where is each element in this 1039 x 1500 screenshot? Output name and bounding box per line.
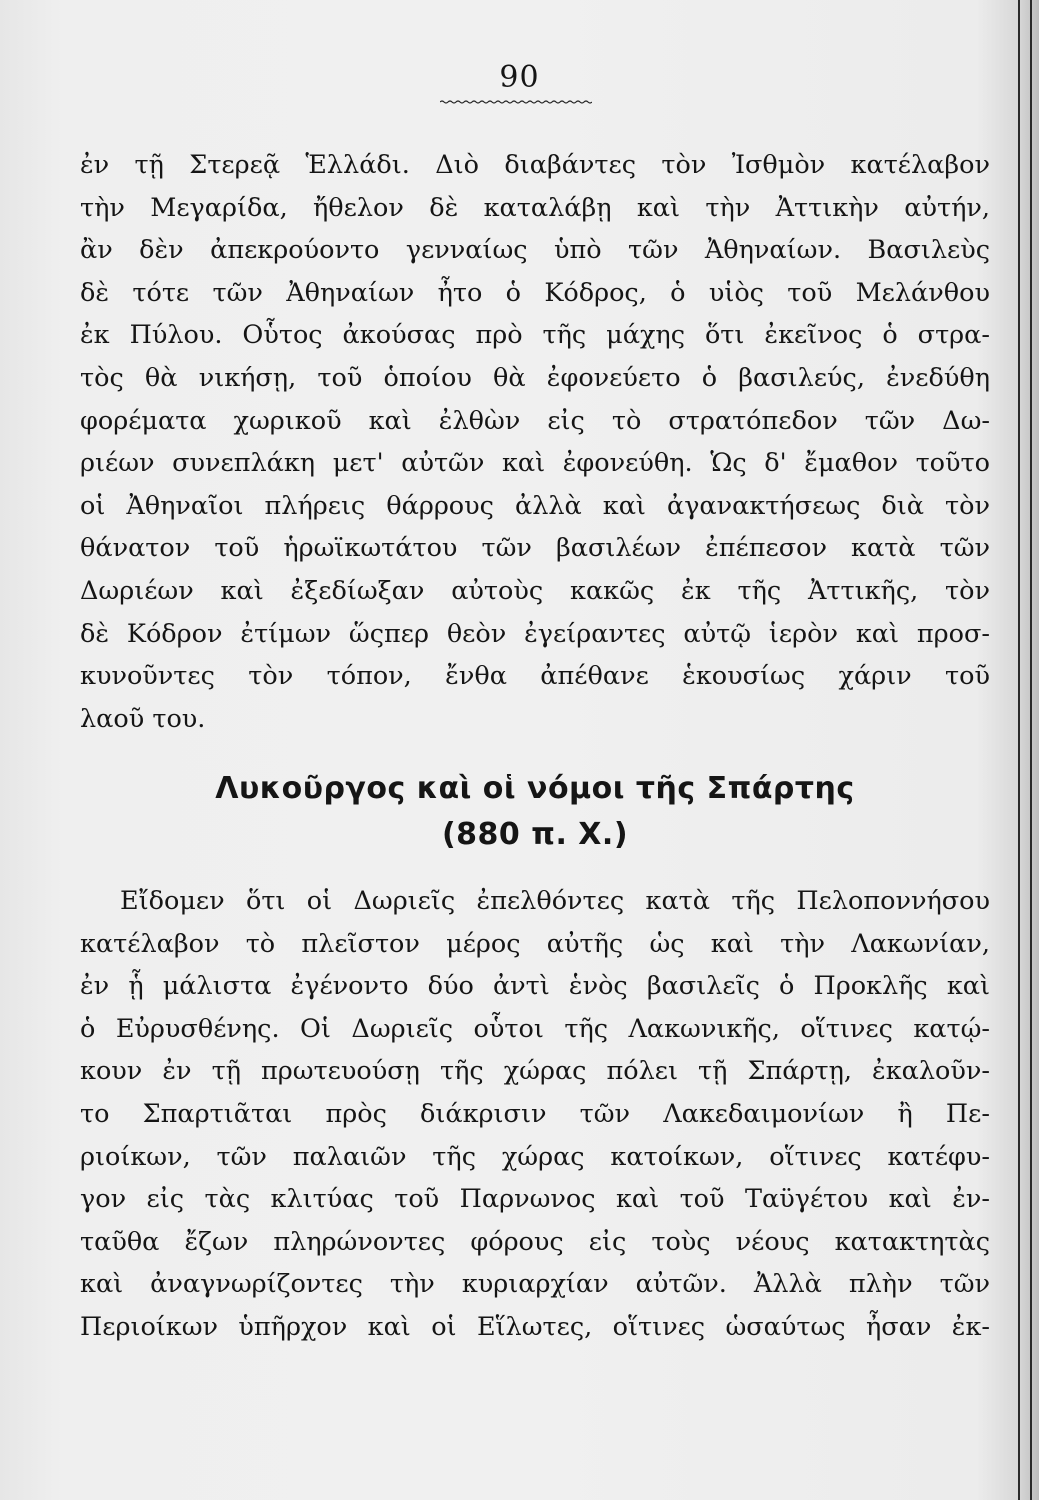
section-date: (880 π. Χ.) bbox=[441, 817, 629, 852]
text-line: ἐν ᾗ μάλιστα ἐγένοντο δύο ἀντὶ ἑνὸς βασιλεῖς ὁ Προκλῆς καὶ bbox=[80, 971, 990, 1002]
text-line: θάνατον τοῦ ἡρωϊκωτάτου τῶν βασιλέων ἐπέπεσον κατὰ τῶν bbox=[80, 533, 990, 564]
text-line: Εἴδομεν ὅτι οἱ Δωριεῖς ἐπελθόντες κατὰ τῆς Πελοποννήσου bbox=[120, 886, 990, 916]
text-line: δὲ τότε τῶν Ἀθηναίων ἦτο ὁ Κόδρος, ὁ υἱὸς τοῦ Μελάνθου bbox=[80, 277, 990, 308]
text-line: γον εἰς τὰς κλιτύας τοῦ Παρνωνος καὶ τοῦ Ταϋγέτου καὶ ἐν- bbox=[80, 1184, 990, 1215]
text-line: οἱ Ἀθηναῖοι πλήρεις θάρρους ἀλλὰ καὶ ἀγανακτήσεως διὰ τὸν bbox=[80, 490, 990, 521]
text-line: τὴν Μεγαρίδα, ἤθελον δὲ καταλάβῃ καὶ τὴν Ἀττικὴν αὐτήν, bbox=[80, 192, 990, 223]
paragraph-2 bbox=[80, 880, 990, 1349]
section-title: Λυκοῦργος καὶ οἱ νόμοι τῆς Σπάρτης bbox=[215, 771, 855, 806]
text-line: κουν ἐν τῇ πρωτευούσῃ τῆς χώρας πόλει τῇ Σπάρτῃ, ἐκαλοῦν- bbox=[80, 1056, 990, 1087]
text-line: ὁ Εὐρυσθένης. Οἱ Δωριεῖς οὗτοι τῆς Λακωνικῆς, οἵτινες κατῴ- bbox=[80, 1013, 990, 1044]
paragraph-1 bbox=[80, 144, 990, 740]
section-heading bbox=[80, 766, 990, 858]
page-number-rule bbox=[440, 100, 592, 104]
text-line: λαοῦ του. bbox=[80, 703, 206, 734]
text-line: καὶ ἀναγνωρίζοντες τὴν κυριαρχίαν αὐτῶν. Ἀλλὰ πλὴν τῶν bbox=[80, 1269, 990, 1300]
text-line: τὸς θὰ νικήσῃ, τοῦ ὁποίου θὰ ἐφονεύετο ὁ βασιλεύς, ἐνεδύθη bbox=[80, 362, 990, 393]
text-line: Δωριέων καὶ ἐξεδίωξαν αὐτοὺς κακῶς ἐκ τῆς Ἀττικῆς, τὸν bbox=[80, 575, 990, 606]
text-line: ριοίκων, τῶν παλαιῶν τῆς χώρας κατοίκων, οἵτινες κατέφυ- bbox=[80, 1141, 990, 1172]
text-line: Περιοίκων ὑπῆρχον καὶ οἱ Εἵλωτες, οἵτινες ὡσαύτως ἦσαν ἐκ- bbox=[80, 1311, 990, 1342]
text-line: δὲ Κόδρον ἐτίμων ὥςπερ θεὸν ἐγείραντες αὐτῷ ἱερὸν καὶ προσ- bbox=[80, 618, 990, 649]
text-line: ἐν τῇ Στερεᾷ Ἑλλάδι. Διὸ διαβάντες τὸν Ἰσθμὸν κατέλαβον bbox=[80, 150, 990, 180]
text-line: ἂν δὲν ἀπεκρούοντο γενναίως ὑπὸ τῶν Ἀθηναίων. Βασιλεὺς bbox=[80, 235, 990, 266]
text-line: κυνοῦντες τὸν τόπον, ἔνθα ἀπέθανε ἑκουσίως χάριν τοῦ bbox=[80, 661, 990, 692]
page-edge-line bbox=[1030, 0, 1032, 1500]
text-line: κατέλαβον τὸ πλεῖστον μέρος αὐτῆς ὡς καὶ τὴν Λακωνίαν, bbox=[80, 928, 990, 959]
page-edge-line bbox=[1018, 0, 1020, 1500]
page-number: 90 bbox=[499, 60, 540, 95]
text-line: ριέων συνεπλάκη μετ' αὐτῶν καὶ ἐφονεύθη. Ὡς δ' ἔμαθον τοῦτο bbox=[80, 448, 990, 479]
text-line: το Σπαρτιᾶται πρὸς διάκρισιν τῶν Λακεδαιμονίων ἢ Πε- bbox=[80, 1098, 990, 1129]
text-line: ἐκ Πύλου. Οὗτος ἀκούσας πρὸ τῆς μάχης ὅτι ἐκεῖνος ὁ στρα- bbox=[80, 320, 990, 351]
text-line: ταῦθα ἔζων πληρώνοντες φόρους εἰς τοὺς νέους κατακτητὰς bbox=[80, 1226, 990, 1257]
text-line: φορέματα χωρικοῦ καὶ ἐλθὼν εἰς τὸ στρατόπεδον τῶν Δω- bbox=[80, 405, 990, 436]
